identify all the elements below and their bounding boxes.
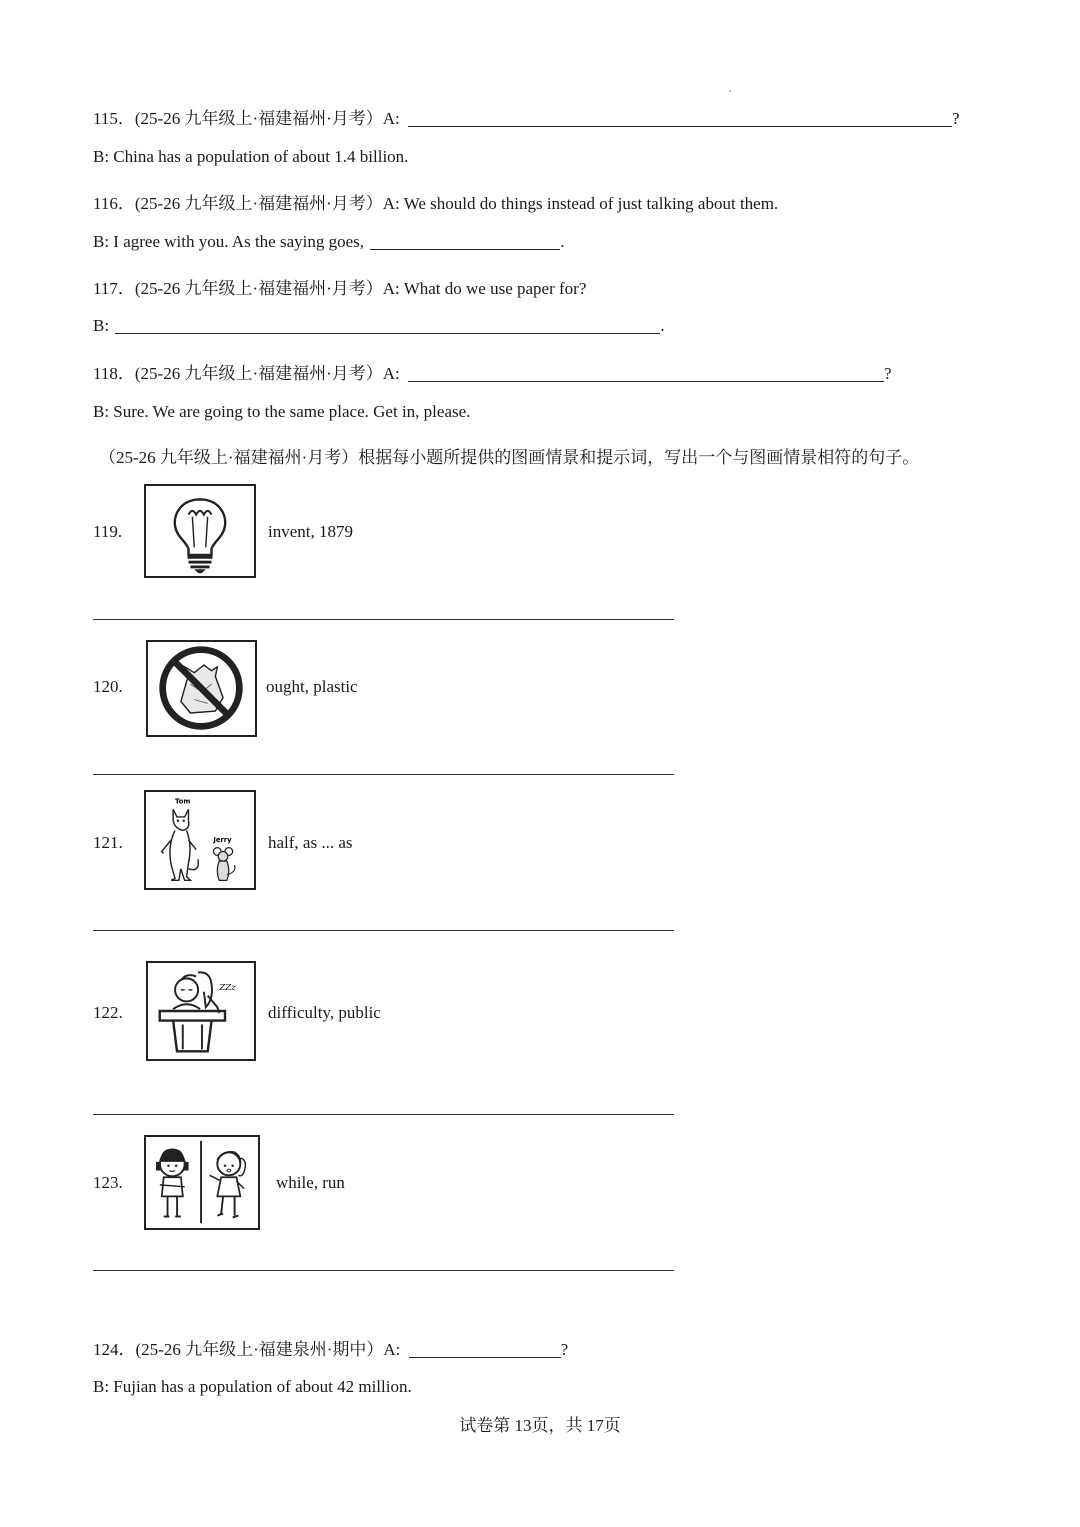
item-121-hint: half, as ... as	[268, 833, 353, 852]
item-123-number: 123.	[93, 1173, 123, 1192]
answer-blank[interactable]	[408, 125, 952, 127]
question-118-b: B: Sure. We are going to the same place. Get in, please.	[93, 402, 471, 421]
item-120-answer-line[interactable]	[93, 774, 674, 775]
no-plastic-bag-icon	[146, 640, 257, 737]
question-117-b	[93, 316, 665, 336]
item-122-number: 122.	[93, 1003, 123, 1022]
tom-jerry-icon	[144, 790, 256, 890]
light-bulb-icon	[144, 484, 256, 578]
question-116-b	[93, 232, 565, 252]
item-119-hint: invent, 1879	[268, 522, 353, 541]
item-119-number: 119.	[93, 522, 123, 541]
item-122-hint: difficulty, public	[268, 1003, 381, 1022]
tom-label: Tom	[175, 797, 191, 806]
question-115-end: ?	[952, 109, 960, 128]
answer-blank[interactable]	[115, 332, 660, 334]
question-124-b: B: Fujian has a population of about 42 million.	[93, 1377, 412, 1396]
speck	[729, 90, 731, 92]
answer-blank[interactable]	[370, 248, 560, 250]
item-123-hint: while, run	[276, 1173, 345, 1192]
sleep-label: ZZz	[219, 982, 236, 993]
answer-blank[interactable]	[409, 1356, 561, 1358]
item-119-answer-line[interactable]	[93, 619, 674, 620]
section-instruction: （25-26 九年级上·福建福州·月考）根据每小题所提供的图画情景和提示词，写出一个与图画情景相符的句子。	[99, 448, 920, 467]
item-120-number: 120.	[93, 677, 123, 696]
question-115-prompt: 115．(25-26 九年级上·福建福州·月考）A:	[93, 109, 400, 128]
question-116-end: .	[560, 232, 565, 251]
question-124-prompt: 124．(25-26 九年级上·福建泉州·期中）A:	[93, 1340, 401, 1359]
question-116-prompt: B: I agree with you. As the saying goes,	[93, 232, 365, 251]
item-121-number: 121.	[93, 833, 123, 852]
question-118-end: ?	[884, 364, 892, 383]
item-121-answer-line[interactable]	[93, 930, 674, 931]
item-123-answer-line[interactable]	[93, 1270, 674, 1271]
question-118-a	[93, 359, 892, 384]
item-120-hint: ought, plastic	[266, 677, 358, 696]
question-117-a: 117．(25-26 九年级上·福建福州·月考）A: What do we use paper for?	[93, 279, 587, 298]
jerry-label: Jerry	[213, 835, 232, 844]
question-117-end: .	[660, 316, 665, 335]
question-117-prompt: B:	[93, 316, 110, 335]
question-124-end: ?	[560, 1340, 569, 1359]
item-122-answer-line[interactable]	[93, 1114, 674, 1115]
question-115-a	[93, 104, 960, 129]
page-footer: 试卷第 13页，共 17页	[459, 1416, 621, 1435]
speaker-podium-icon	[146, 961, 256, 1061]
question-124-a	[93, 1335, 568, 1360]
answer-blank[interactable]	[408, 380, 884, 382]
boy-girl-icon	[144, 1135, 260, 1230]
question-116-a: 116．(25-26 九年级上·福建福州·月考）A: We should do things instead of just talking about them.	[93, 194, 779, 213]
question-118-prompt: 118．(25-26 九年级上·福建福州·月考）A:	[93, 364, 400, 383]
question-115-b: B: China has a population of about 1.4 billion.	[93, 147, 409, 166]
